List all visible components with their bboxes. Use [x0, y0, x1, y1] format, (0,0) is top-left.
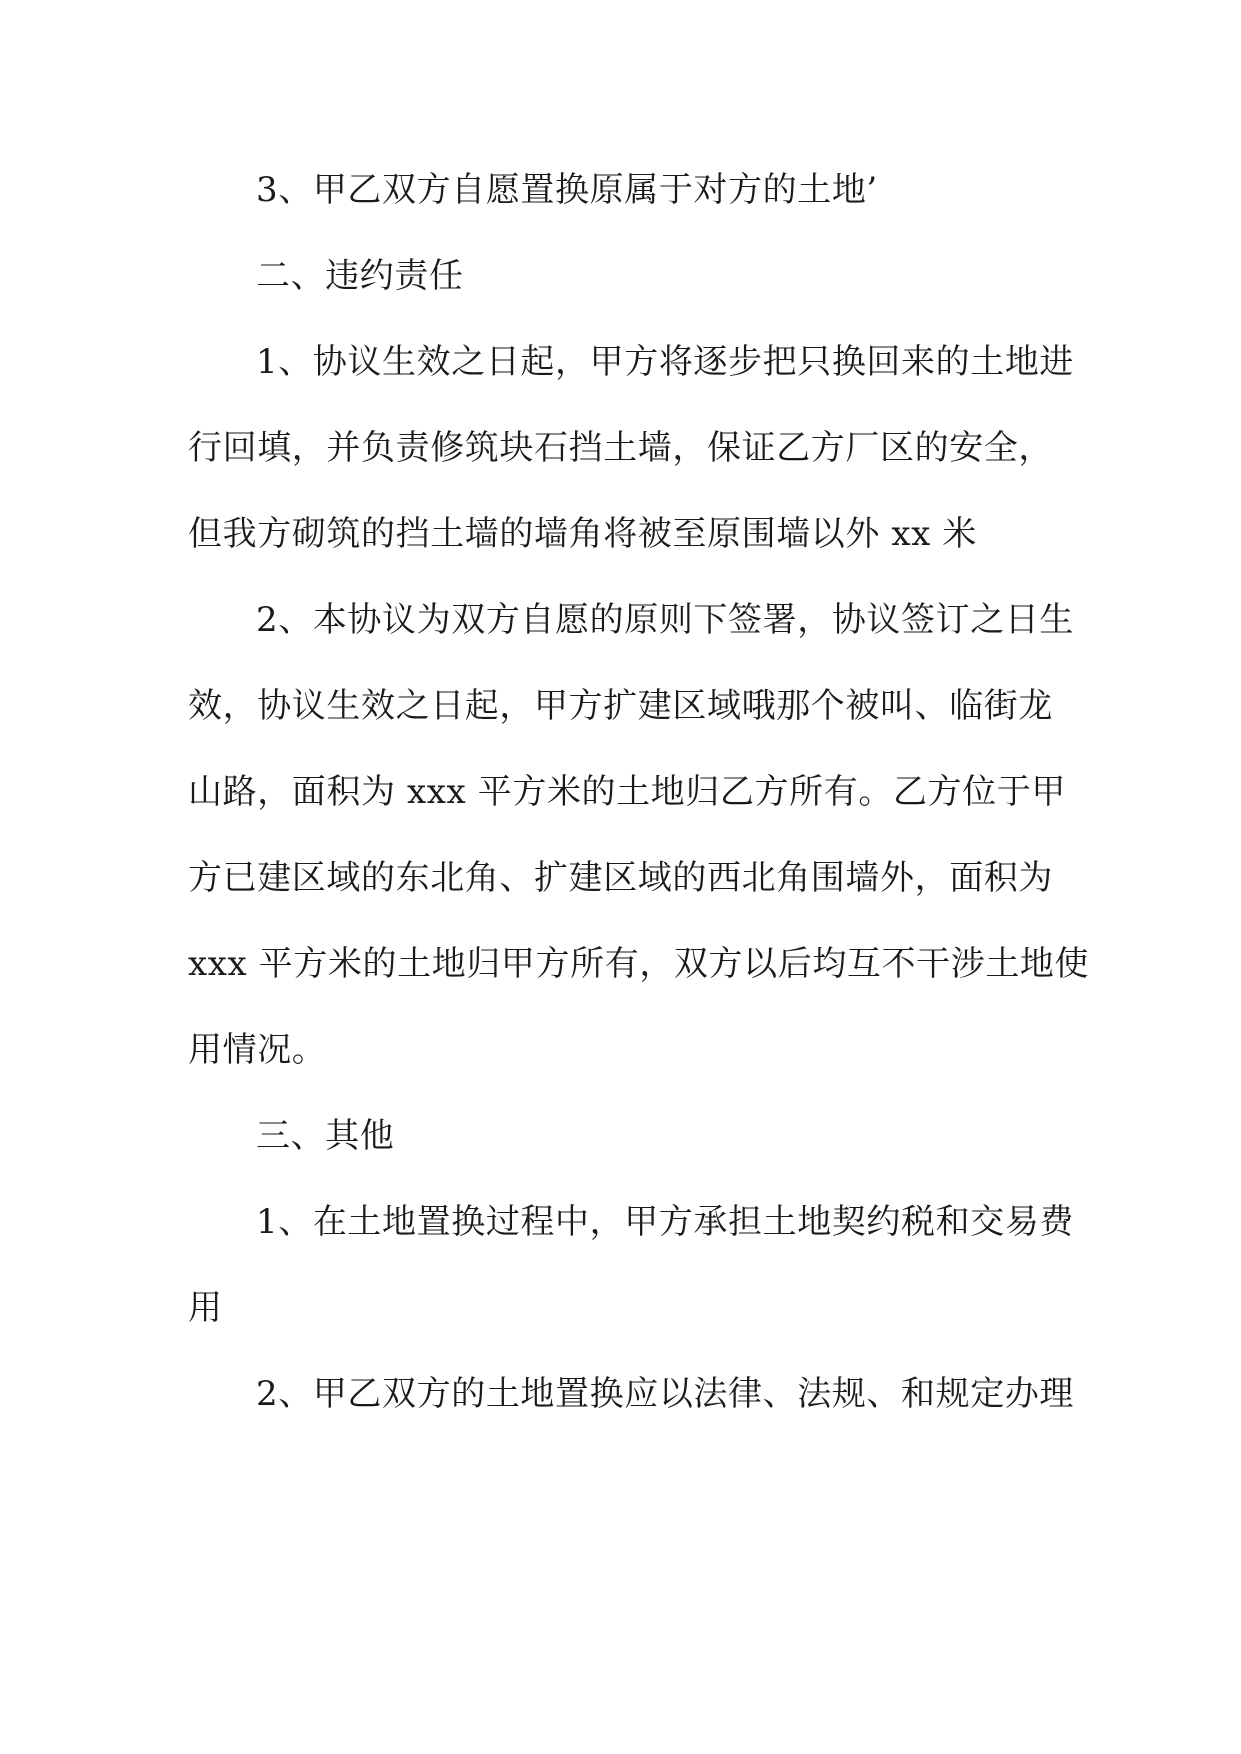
paragraph-line: 2、本协议为双方自愿的原则下签署，协议签订之日生	[256, 600, 1075, 640]
paragraph-line: 1、协议生效之日起，甲方将逐步把只换回来的土地进	[256, 342, 1075, 382]
section-heading: 二、违约责任	[256, 256, 464, 296]
section-heading: 三、其他	[256, 1116, 395, 1156]
paragraph-line: 山路，面积为 xxx 平方米的土地归乙方所有。乙方位于甲	[188, 772, 1066, 812]
paragraph-line: 2、甲乙双方的土地置换应以法律、法规、和规定办理	[256, 1374, 1075, 1414]
paragraph-line: 但我方砌筑的挡土墙的墙角将被至原围墙以外 xx 米	[188, 514, 977, 554]
paragraph-line: 用情况。	[188, 1030, 327, 1070]
paragraph-line: 用	[188, 1288, 223, 1328]
paragraph-line: 方已建区域的东北角、扩建区域的西北角围墙外，面积为	[188, 858, 1053, 898]
paragraph-line: 1、在土地置换过程中，甲方承担土地契约税和交易费	[256, 1202, 1075, 1242]
paragraph-line: 行回填，并负责修筑块石挡土墙，保证乙方厂区的安全，	[188, 428, 1053, 468]
paragraph-line: 3、甲乙双方自愿置换原属于对方的土地’	[256, 170, 878, 210]
paragraph-line: 效，协议生效之日起，甲方扩建区域哦那个被叫、临街龙	[188, 686, 1053, 726]
paragraph-line: xxx 平方米的土地归甲方所有，双方以后均互不干涉土地使	[188, 944, 1090, 984]
